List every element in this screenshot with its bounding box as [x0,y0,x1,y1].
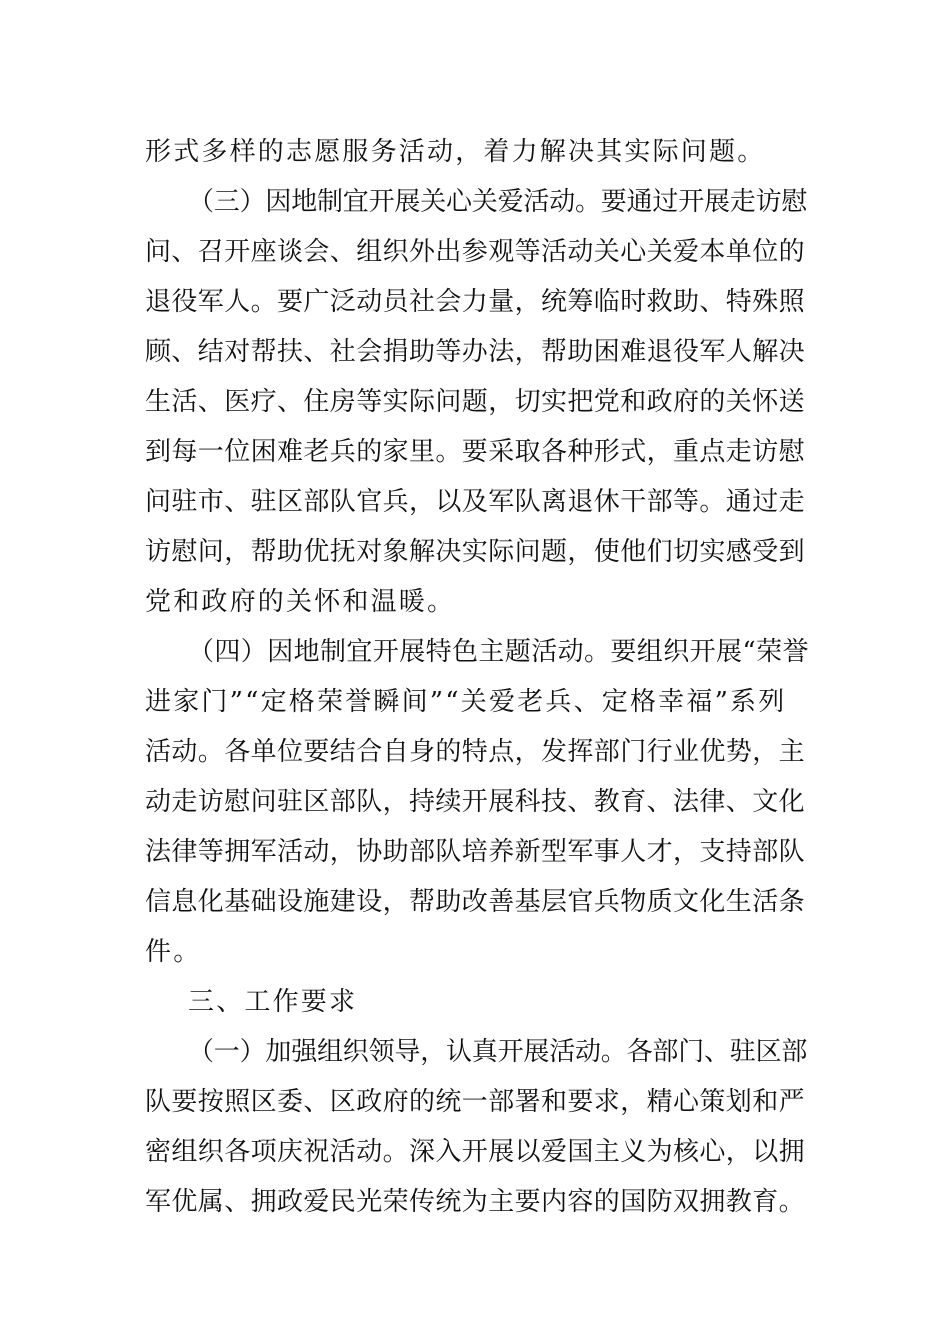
paragraph-line: 问、召开座谈会、组织外出参观等活动关心关爱本单位的 [145,237,806,267]
paragraph-line: 队要按照区委、区政府的统一部署和要求，精心策划和严 [145,1087,806,1117]
paragraph-line: （三）因地制宜开展关心关爱活动。要通过开展走访慰 [188,187,808,217]
paragraph-line: 访慰问，帮助优抚对象解决实际问题，使他们切实感受到 [145,537,806,567]
paragraph-line: 问驻市、驻区部队官兵，以及军队离退休干部等。通过走 [145,487,806,517]
paragraph-line: 到每一位困难老兵的家里。要采取各种形式，重点走访慰 [145,437,806,467]
paragraph-line: 密组织各项庆祝活动。深入开展以爱国主义为核心，以拥 [145,1137,806,1167]
paragraph-line: 进家门”“定格荣誉瞬间”“关爱老兵、定格幸福”系列 [145,687,787,717]
paragraph-line: （一）加强组织领导，认真开展活动。各部门、驻区部 [188,1037,808,1067]
paragraph-line: （四）因地制宜开展特色主题活动。要组织开展“荣誉 [188,637,809,667]
paragraph-line: 退役军人。要广泛动员社会力量，统筹临时救助、特殊照 [145,287,806,317]
paragraph-line: 生活、医疗、住房等实际问题，切实把党和政府的关怀送 [145,387,806,417]
paragraph-line: 信息化基础设施建设，帮助改善基层官兵物质文化生活条 [145,887,806,917]
paragraph-line: 军优属、拥政爱民光荣传统为主要内容的国防双拥教育。 [145,1187,806,1217]
paragraph-line: 党和政府的关怀和温暖。 [145,587,456,617]
paragraph-line: 法律等拥军活动，协助部队培养新型军事人才，支持部队 [145,837,806,867]
paragraph-line: 件。 [145,937,202,967]
paragraph-line: 顾、结对帮扶、社会捐助等办法，帮助困难退役军人解决 [145,337,806,367]
section-heading: 三、工作要求 [188,987,358,1017]
paragraph-line: 活动。各单位要结合自身的特点，发挥部门行业优势，主 [145,737,806,767]
paragraph-line: 动走访慰问驻区部队，持续开展科技、教育、法律、文化 [145,787,806,817]
paragraph-line: 形式多样的志愿服务活动，着力解决其实际问题。 [145,137,766,167]
